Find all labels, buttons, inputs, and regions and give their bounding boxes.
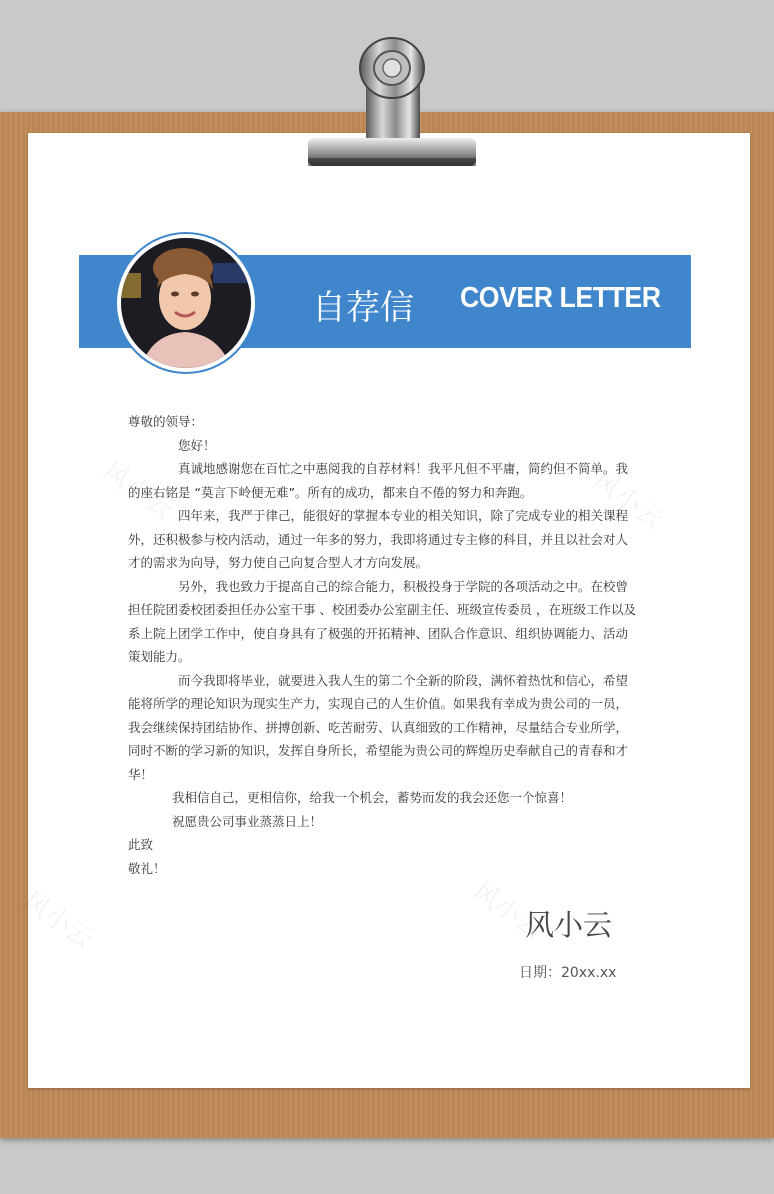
letter-body	[128, 410, 640, 880]
binder-clip-icon	[300, 28, 480, 178]
closing-line: 敬礼！	[128, 860, 166, 876]
signature: 风小云	[525, 908, 613, 942]
greeting: 您好！	[178, 437, 216, 453]
paragraph: 真诚地感谢您在百忙之中惠阅我的自荐材料！我平凡但不平庸，简约但不简单。我的座右铭是 “莫言下岭便无难”。所有的成功，都来自不倦的努力和奔跑。	[128, 461, 629, 500]
watermark: 风小云	[587, 465, 669, 536]
watermark: 风小云	[97, 455, 179, 526]
paragraph: 祝愿贵公司事业蒸蒸日上！	[172, 813, 323, 829]
date-line: 日期：20xx.xx	[519, 965, 617, 981]
paragraph: 四年来，我严于律己，能很好的掌握本专业的相关知识，除了完成专业的相关课程外，还积极参与校内活动，通过一年多的努力，我即将通过专主修的科目，并且以社会对人才的需求为向导，努力使自己向复合型人才方向发展。	[128, 508, 629, 570]
title-english: COVER LETTER	[460, 282, 661, 314]
paragraph: 另外，我也致力于提高自己的综合能力，积极投身于学院的各项活动之中。在校曾担任院团委校团委担任办公室干事 、校团委办公室副主任、班级宣传委员 ，在班级工作以及系上院上团学工作中，使自身具有了极强的开拓精神、团队合作意识、组织协调能力、活动策划能力。	[128, 578, 636, 664]
watermark: 风小云	[17, 885, 99, 956]
avatar-photo	[117, 234, 255, 372]
paragraph: 我相信自己，更相信你，给我一个机会，蓄势而发的我会还您一个惊喜！	[172, 790, 573, 805]
closing-line: 此致	[128, 837, 154, 852]
title-chinese: 自荐信	[312, 288, 414, 328]
salutation: 尊敬的领导：	[128, 414, 204, 429]
paragraph: 而今我即将毕业，就要进入我人生的第二个全新的阶段，满怀着热忱和信心，希望能将所学的理论知识为现实生产力，实现自己的人生价值。如果我有幸成为贵公司的一员，我会继续保持团结协作、拼搏创新、吃苦耐劳、认真细致的工作精神，尽量结合专业所学，同时不断的学习新的知识，发挥自身所长，希望能为贵公司的辉煌历史奉献自己的青春和才华！	[128, 672, 629, 782]
watermark: 风小云	[467, 875, 549, 946]
